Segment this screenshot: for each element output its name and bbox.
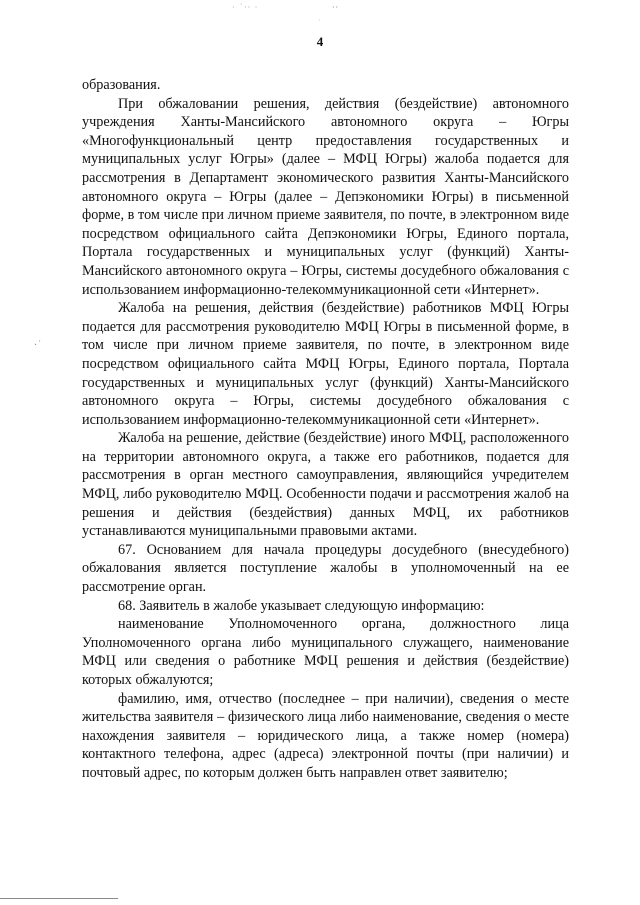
document-body	[82, 76, 569, 783]
scan-artifact: ·˙	[34, 340, 43, 351]
paragraph: При обжаловании решения, действия (бездействие) автономного учреждения Ханты-Мансийского автономного округа – Югры «Многофункциональный центр предоставления государственных и муниципальных услуг Югры» (далее – МФЦ Югры) жалоба подается для рассмотрения в Департамент экономического развития Ханты-Мансийского автономного округа – Югры (далее – Депэкономики Югры) в письменной форме, в том числе при личном приеме заявителя, по почте, в электронном виде посредством официального сайта Депэкономики Югры, Единого портала, Портала государственных и муниципальных услуг (функций) Ханты-Мансийского автономного округа – Югры, системы досудебного обжалования с использованием информационно-телекоммуникационной сети «Интернет».	[82, 95, 569, 298]
scan-artifact: · ˙·· ·	[232, 3, 259, 12]
scan-artifact: ··	[332, 3, 340, 12]
paragraph-continuation: образования.	[82, 77, 161, 93]
paragraph: Жалоба на решения, действия (бездействие) работников МФЦ Югры подается для рассмотрения руководителю МФЦ Югры в письменной форме, в том числе при личном приеме заявителя, по почте, в электронном виде посредством официального сайта МФЦ Югры, Единого портала, Портала государственных и муниципальных услуг (функций) Ханты-Мансийского автономного округа – Югры, системы досудебного обжалования с использованием информационно-телекоммуникационной сети «Интернет».	[82, 300, 569, 428]
scan-edge-line	[0, 898, 118, 899]
paragraph: фамилию, имя, отчество (последнее – при наличии), сведения о месте жительства заявителя – физического лица либо наименование, сведения о месте нахождения заявителя – юридического лица, а также номер (номера) контактного телефона, адрес (адреса) электронной почты (при наличии) и почтовый адрес, по которым должен быть направлен ответ заявителю;	[82, 690, 569, 781]
page-number: 4	[316, 34, 324, 49]
paragraph-item-67: 67. Основанием для начала процедуры досудебного (внесудебного) обжалования является поступление жалобы в уполномоченный на ее рассмотрение орган.	[82, 541, 569, 596]
paragraph-item-68: 68. Заявитель в жалобе указывает следующую информацию:	[118, 597, 485, 614]
scan-artifact: ·	[318, 16, 322, 25]
paragraph: Жалоба на решение, действие (бездействие) иного МФЦ, расположенного на территории автономного округа, а также его работников, подается для рассмотрения в орган местного самоуправления, являющийся учредителем МФЦ, либо руководителю МФЦ. Особенности подачи и рассмотрения жалоб на решения и действия (бездействия) данных МФЦ, их работников устанавливаются муниципальными правовыми актами.	[82, 430, 569, 540]
paragraph: наименование Уполномоченного органа, должностного лица Уполномоченного органа либо муниципального служащего, наименование МФЦ или сведения о работнике МФЦ решения и действия (бездействие) которых обжалуются;	[82, 616, 569, 688]
